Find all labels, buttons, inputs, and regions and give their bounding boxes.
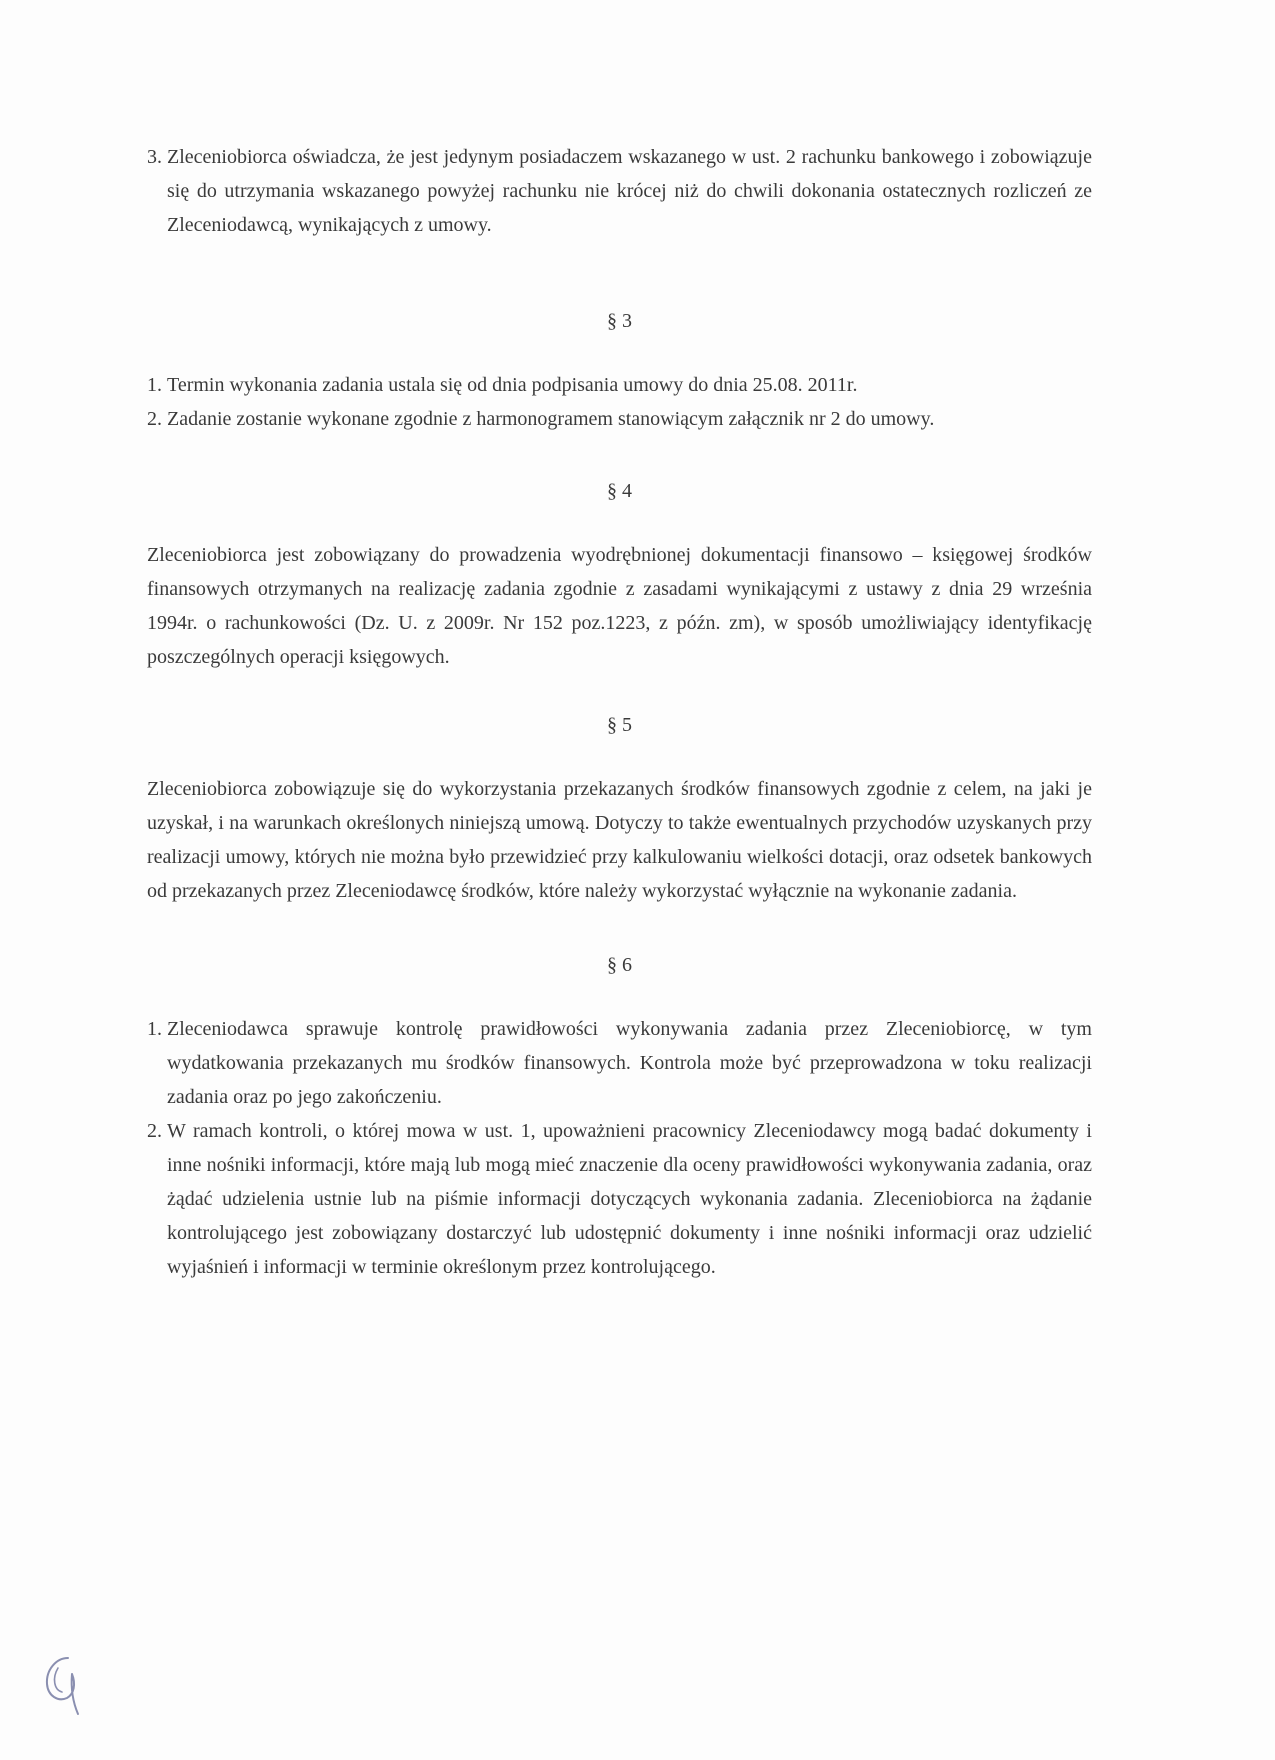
section-heading-3: § 3	[607, 310, 632, 332]
section-6-point-1	[147, 1012, 1092, 1114]
point-number: 1.	[147, 374, 162, 396]
section-heading-4: § 4	[607, 480, 632, 502]
section-5-paragraph: Zleceniobiorca zobowiązuje się do wykorzystania przekazanych środków finansowych zgodnie z celem, na jaki je uzyskał, i na warunkach określonych niniejszą umową. Dotyczy to także ewentualnych przychodów uzyskanych przy realizacji umowy, których nie można było przewidzieć przy kalkulowaniu wielkości dotacji, oraz odsetek bankowych od przekazanych przez Zleceniodawcę środków, które należy wykorzystać wyłącznie na wykonanie zadania.	[147, 778, 1092, 902]
point-number: 3.	[147, 146, 162, 168]
point-text: W ramach kontroli, o której mowa w ust. 1, upoważnieni pracownicy Zleceniodawcy mogą badać dokumenty i inne nośniki informacji, które mają lub mogą mieć znaczenie dla oceny prawidłowości wykonywania zadania, oraz żądać udzielenia ustnie lub na piśmie informacji dotyczących wykonania zadania. Zleceniobiorca na żądanie kontrolującego jest zobowiązany dostarczyć lub udostępnić dokumenty i inne nośniki informacji oraz udzielić wyjaśnień i informacji w terminie określonym przez kontrolującego.	[167, 1120, 1092, 1278]
section-6-point-2	[147, 1114, 1092, 1284]
section-heading-5: § 5	[607, 714, 632, 736]
intro-point-3	[147, 140, 1092, 242]
document-body	[147, 140, 1092, 1284]
point-text: Termin wykonania zadania ustala się od dnia podpisania umowy do dnia 25.08. 2011r.	[167, 374, 858, 396]
point-number: 1.	[147, 1018, 162, 1040]
point-number: 2.	[147, 1120, 162, 1142]
handwritten-initials-icon	[38, 1650, 88, 1720]
point-text: Zleceniobiorca oświadcza, że jest jedynym posiadaczem wskazanego w ust. 2 rachunku bankowego i zobowiązuje się do utrzymania wskazanego powyżej rachunku nie krócej niż do chwili dokonania ostatecznych rozliczeń ze Zleceniodawcą, wynikających z umowy.	[167, 146, 1092, 236]
point-text: Zadanie zostanie wykonane zgodnie z harmonogramem stanowiącym załącznik nr 2 do umowy.	[167, 408, 935, 430]
point-text: Zleceniodawca sprawuje kontrolę prawidłowości wykonywania zadania przez Zleceniobiorcę, w tym wydatkowania przekazanych mu środków finansowych. Kontrola może być przeprowadzona w toku realizacji zadania oraz po jego zakończeniu.	[167, 1018, 1092, 1108]
section-3-point-2	[147, 402, 1092, 436]
point-number: 2.	[147, 408, 162, 430]
section-heading-6: § 6	[607, 954, 632, 976]
section-3-point-1	[147, 368, 1092, 402]
section-4-paragraph: Zleceniobiorca jest zobowiązany do prowadzenia wyodrębnionej dokumentacji finansowo – księgowej środków finansowych otrzymanych na realizację zadania zgodnie z zasadami wynikającymi z ustawy z dnia 29 września 1994r. o rachunkowości (Dz. U. z 2009r. Nr 152 poz.1223, z późn. zm), w sposób umożliwiający identyfikację poszczególnych operacji księgowych.	[147, 544, 1092, 668]
